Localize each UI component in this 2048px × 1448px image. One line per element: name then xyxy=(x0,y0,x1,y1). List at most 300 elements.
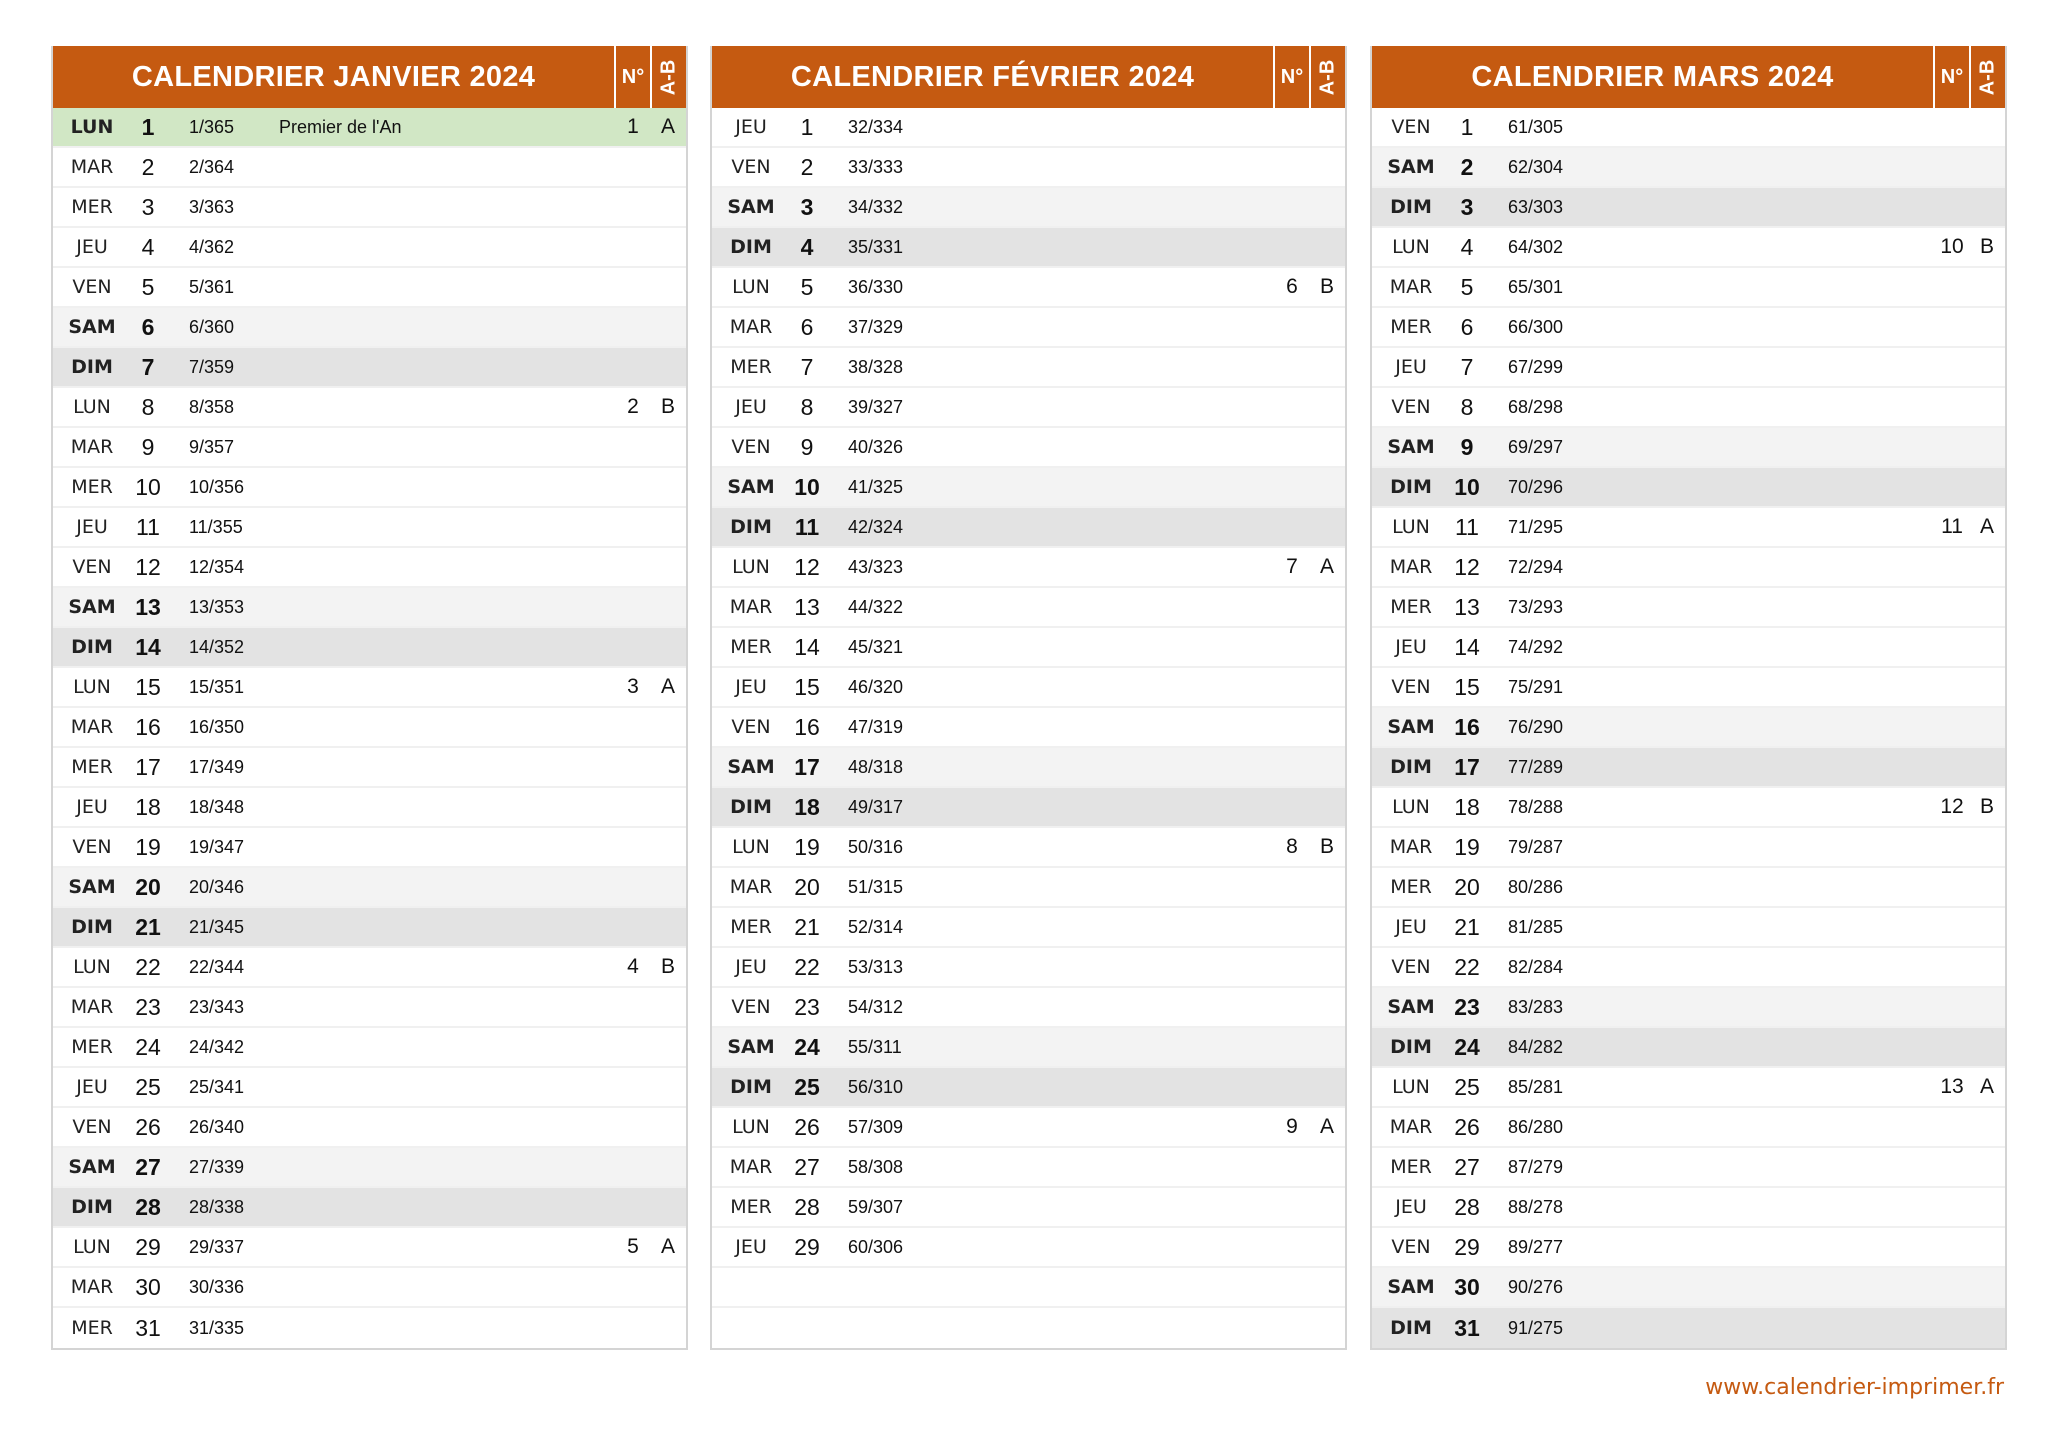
day-number: 5 xyxy=(141,273,155,300)
day-row xyxy=(1372,1148,2005,1188)
day-row xyxy=(712,628,1345,668)
day-of-year: 24/342 xyxy=(189,1036,245,1057)
ab-week: B xyxy=(1319,835,1334,858)
day-number: 10 xyxy=(794,473,820,500)
day-number: 13 xyxy=(1454,593,1480,620)
day-row xyxy=(1372,708,2005,748)
day-number: 2 xyxy=(800,153,814,180)
day-number: 30 xyxy=(135,1273,161,1300)
day-row xyxy=(712,108,1345,148)
day-number: 27 xyxy=(794,1153,820,1180)
day-row xyxy=(712,1308,1345,1348)
day-name: JEU xyxy=(735,396,767,418)
day-name: LUN xyxy=(1392,796,1430,818)
day-row xyxy=(712,1228,1345,1268)
day-of-year: 67/299 xyxy=(1508,356,1564,377)
day-of-year: 25/341 xyxy=(189,1076,245,1097)
day-row xyxy=(1372,268,2005,308)
day-number: 17 xyxy=(1454,753,1480,780)
day-row xyxy=(1372,828,2005,868)
month-table-janvier xyxy=(51,46,688,1350)
month-title: CALENDRIER FÉVRIER 2024 xyxy=(790,60,1195,93)
day-row xyxy=(712,828,1345,868)
day-row xyxy=(53,548,686,588)
day-name: MAR xyxy=(1389,1116,1433,1138)
day-of-year: 1/365 xyxy=(189,116,235,137)
day-of-year: 43/323 xyxy=(848,556,904,577)
day-of-year: 73/293 xyxy=(1508,596,1564,617)
day-of-year: 33/333 xyxy=(848,156,904,177)
week-number: 8 xyxy=(1286,835,1298,858)
day-number: 26 xyxy=(135,1113,161,1140)
day-row xyxy=(1372,668,2005,708)
day-row xyxy=(1372,588,2005,628)
day-rows xyxy=(712,108,1345,1348)
day-of-year: 77/289 xyxy=(1508,756,1564,777)
day-of-year: 42/324 xyxy=(848,516,904,537)
day-of-year: 37/329 xyxy=(848,316,904,337)
day-name: VEN xyxy=(731,716,771,738)
day-name: LUN xyxy=(732,276,770,298)
day-of-year: 49/317 xyxy=(848,796,904,817)
day-of-year: 13/353 xyxy=(189,596,245,617)
ab-week: B xyxy=(1319,275,1334,298)
day-number: 21 xyxy=(135,913,161,940)
day-number: 7 xyxy=(141,353,155,380)
day-name: MAR xyxy=(1389,556,1433,578)
day-number: 23 xyxy=(794,993,820,1020)
day-name: DIM xyxy=(71,1196,113,1218)
day-of-year: 46/320 xyxy=(848,676,904,697)
day-of-year: 6/360 xyxy=(189,316,235,337)
day-number: 23 xyxy=(135,993,161,1020)
day-number: 19 xyxy=(1454,833,1480,860)
day-of-year: 68/298 xyxy=(1508,396,1564,417)
day-row xyxy=(53,468,686,508)
day-name: SAM xyxy=(68,1156,116,1178)
day-number: 18 xyxy=(794,793,820,820)
day-number: 26 xyxy=(794,1113,820,1140)
day-name: SAM xyxy=(1387,996,1435,1018)
day-name: SAM xyxy=(68,596,116,618)
day-row xyxy=(712,1188,1345,1228)
day-name: DIM xyxy=(71,636,113,658)
week-number: 12 xyxy=(1940,795,1964,818)
day-name: VEN xyxy=(72,556,112,578)
day-number: 23 xyxy=(1454,993,1480,1020)
day-of-year: 11/355 xyxy=(189,516,243,537)
day-row xyxy=(1372,1228,2005,1268)
day-number: 3 xyxy=(141,193,155,220)
day-row xyxy=(1372,188,2005,228)
day-of-year: 56/310 xyxy=(848,1076,904,1097)
day-number: 6 xyxy=(1460,313,1474,340)
day-name: DIM xyxy=(71,356,113,378)
month-table-fevrier xyxy=(710,46,1347,1350)
day-of-year: 76/290 xyxy=(1508,716,1564,737)
day-number: 11 xyxy=(1455,513,1479,540)
day-of-year: 48/318 xyxy=(848,756,904,777)
day-name: SAM xyxy=(1387,156,1435,178)
day-number: 20 xyxy=(135,873,161,900)
day-name: LUN xyxy=(73,676,111,698)
day-number: 14 xyxy=(1454,633,1480,660)
day-name: MER xyxy=(71,756,113,778)
ab-week-header: A-B xyxy=(1969,46,2005,108)
day-number: 24 xyxy=(135,1033,161,1060)
day-of-year: 57/309 xyxy=(848,1116,904,1137)
day-row xyxy=(1372,468,2005,508)
website-link[interactable]: www.calendrier-imprimer.fr xyxy=(1705,1375,2004,1400)
day-row xyxy=(712,788,1345,828)
day-number: 22 xyxy=(794,953,820,980)
day-name: VEN xyxy=(1391,676,1431,698)
day-number: 21 xyxy=(794,913,820,940)
day-of-year: 28/338 xyxy=(189,1196,245,1217)
day-of-year: 32/334 xyxy=(848,116,904,137)
day-of-year: 19/347 xyxy=(189,836,245,857)
day-name: MER xyxy=(1390,876,1432,898)
day-row xyxy=(53,428,686,468)
day-row xyxy=(712,548,1345,588)
day-number: 8 xyxy=(800,393,814,420)
day-of-year: 21/345 xyxy=(189,916,245,937)
day-number: 11 xyxy=(794,513,820,540)
day-name: MER xyxy=(1390,596,1432,618)
day-name: JEU xyxy=(1395,916,1427,938)
day-name: MER xyxy=(1390,1156,1432,1178)
day-row xyxy=(53,1148,686,1188)
day-number: 29 xyxy=(794,1233,820,1260)
day-number: 2 xyxy=(141,153,155,180)
day-of-year: 71/295 xyxy=(1508,516,1564,537)
week-number: 9 xyxy=(1286,1115,1298,1138)
day-number: 18 xyxy=(1454,793,1480,820)
day-row xyxy=(53,828,686,868)
day-row xyxy=(1372,628,2005,668)
day-name: SAM xyxy=(1387,1276,1435,1298)
day-name: VEN xyxy=(1391,1236,1431,1258)
day-name: DIM xyxy=(730,516,772,538)
day-of-year: 9/357 xyxy=(189,436,235,457)
day-name: MAR xyxy=(70,436,114,458)
day-row xyxy=(1372,1308,2005,1348)
day-of-year: 7/359 xyxy=(189,356,235,377)
day-name: LUN xyxy=(732,1116,770,1138)
day-name: VEN xyxy=(731,436,771,458)
day-number: 16 xyxy=(1454,713,1480,740)
day-of-year: 69/297 xyxy=(1508,436,1564,457)
day-number: 5 xyxy=(800,273,814,300)
day-of-year: 55/311 xyxy=(848,1036,902,1057)
day-name: SAM xyxy=(68,316,116,338)
day-number: 3 xyxy=(800,193,814,220)
day-number: 24 xyxy=(1454,1033,1480,1060)
day-of-year: 80/286 xyxy=(1508,876,1564,897)
day-of-year: 75/291 xyxy=(1508,676,1564,697)
day-row xyxy=(53,188,686,228)
day-of-year: 84/282 xyxy=(1508,1036,1564,1057)
day-number: 4 xyxy=(1460,233,1474,260)
day-row xyxy=(1372,508,2005,548)
day-name: DIM xyxy=(730,796,772,818)
day-of-year: 59/307 xyxy=(848,1196,904,1217)
month-title: CALENDRIER JANVIER 2024 xyxy=(131,60,536,93)
day-of-year: 38/328 xyxy=(848,356,904,377)
day-name: DIM xyxy=(1390,196,1432,218)
day-of-year: 74/292 xyxy=(1508,636,1564,657)
day-name: VEN xyxy=(731,996,771,1018)
day-of-year: 29/337 xyxy=(189,1236,245,1257)
month-table-mars xyxy=(1370,46,2007,1350)
day-name: SAM xyxy=(727,756,775,778)
week-number-header: N° xyxy=(614,46,650,108)
day-of-year: 51/315 xyxy=(848,876,904,897)
day-row xyxy=(1372,868,2005,908)
day-number: 22 xyxy=(135,953,161,980)
day-name: JEU xyxy=(735,1236,767,1258)
day-name: VEN xyxy=(1391,116,1431,138)
ab-week: A xyxy=(660,115,675,138)
day-of-year: 10/356 xyxy=(189,476,245,497)
day-of-year: 41/325 xyxy=(848,476,904,497)
day-name: DIM xyxy=(1390,1036,1432,1058)
day-of-year: 27/339 xyxy=(189,1156,245,1177)
ab-week: A xyxy=(1319,1115,1334,1138)
day-row xyxy=(53,388,686,428)
day-row xyxy=(1372,988,2005,1028)
day-name: VEN xyxy=(1391,956,1431,978)
day-of-year: 79/287 xyxy=(1508,836,1564,857)
day-row xyxy=(712,1068,1345,1108)
day-number: 17 xyxy=(135,753,161,780)
week-number: 7 xyxy=(1286,555,1298,578)
day-name: LUN xyxy=(1392,516,1430,538)
day-row xyxy=(53,268,686,308)
day-row xyxy=(712,988,1345,1028)
day-row xyxy=(712,1148,1345,1188)
ab-week: B xyxy=(1979,235,1994,258)
day-of-year: 20/346 xyxy=(189,876,245,897)
day-of-year: 64/302 xyxy=(1508,236,1564,257)
day-row xyxy=(1372,428,2005,468)
day-name: MER xyxy=(1390,316,1432,338)
day-of-year: 30/336 xyxy=(189,1276,245,1297)
day-row xyxy=(1372,348,2005,388)
day-of-year: 53/313 xyxy=(848,956,904,977)
day-of-year: 23/343 xyxy=(189,996,245,1017)
week-number: 13 xyxy=(1940,1075,1964,1098)
day-of-year: 66/300 xyxy=(1508,316,1564,337)
week-number: 10 xyxy=(1940,235,1964,258)
day-name: LUN xyxy=(73,956,111,978)
day-row xyxy=(53,1268,686,1308)
ab-week-header: A-B xyxy=(1309,46,1345,108)
day-row xyxy=(712,428,1345,468)
day-name: VEN xyxy=(72,276,112,298)
day-of-year: 83/283 xyxy=(1508,996,1564,1017)
day-of-year: 35/331 xyxy=(848,236,904,257)
day-number: 22 xyxy=(1454,953,1480,980)
day-row xyxy=(1372,308,2005,348)
day-number: 25 xyxy=(794,1073,820,1100)
day-number: 17 xyxy=(794,753,820,780)
day-row xyxy=(53,508,686,548)
week-number: 4 xyxy=(627,955,639,978)
day-name: LUN xyxy=(73,1236,111,1258)
day-name: JEU xyxy=(76,1076,108,1098)
day-row xyxy=(712,588,1345,628)
day-number: 2 xyxy=(1460,153,1474,180)
day-number: 15 xyxy=(1454,673,1480,700)
day-row xyxy=(712,308,1345,348)
day-number: 16 xyxy=(794,713,820,740)
day-name: VEN xyxy=(731,156,771,178)
week-number-header: N° xyxy=(1273,46,1309,108)
day-of-year: 63/303 xyxy=(1508,196,1564,217)
day-of-year: 3/363 xyxy=(189,196,235,217)
day-row xyxy=(1372,788,2005,828)
ab-week: A xyxy=(1979,1075,1994,1098)
day-row xyxy=(53,708,686,748)
day-of-year: 78/288 xyxy=(1508,796,1564,817)
day-number: 10 xyxy=(1454,473,1480,500)
day-of-year: 50/316 xyxy=(848,836,904,857)
day-row xyxy=(712,1108,1345,1148)
day-of-year: 18/348 xyxy=(189,796,245,817)
day-of-year: 89/277 xyxy=(1508,1236,1564,1257)
day-name: MER xyxy=(71,476,113,498)
day-name: JEU xyxy=(735,676,767,698)
day-number: 15 xyxy=(794,673,820,700)
day-row xyxy=(712,388,1345,428)
day-number: 28 xyxy=(1454,1193,1480,1220)
day-name: LUN xyxy=(73,396,111,418)
day-number: 7 xyxy=(800,353,814,380)
day-name: MAR xyxy=(70,996,114,1018)
day-name: VEN xyxy=(72,1116,112,1138)
day-number: 11 xyxy=(136,513,160,540)
day-number: 9 xyxy=(800,433,814,460)
day-of-year: 40/326 xyxy=(848,436,904,457)
day-row xyxy=(53,988,686,1028)
day-of-year: 31/335 xyxy=(189,1317,245,1338)
day-of-year: 45/321 xyxy=(848,636,904,657)
day-number: 7 xyxy=(1460,353,1474,380)
day-row xyxy=(1372,1268,2005,1308)
day-number: 12 xyxy=(794,553,820,580)
day-of-year: 39/327 xyxy=(848,396,904,417)
ab-week: A xyxy=(1319,555,1334,578)
day-row xyxy=(53,588,686,628)
day-row xyxy=(712,468,1345,508)
day-number: 12 xyxy=(1454,553,1480,580)
day-of-year: 26/340 xyxy=(189,1116,245,1137)
day-of-year: 16/350 xyxy=(189,716,245,737)
day-row xyxy=(712,228,1345,268)
day-name: MER xyxy=(730,636,772,658)
day-row xyxy=(712,1268,1345,1308)
day-row xyxy=(53,1108,686,1148)
day-row xyxy=(712,1028,1345,1068)
day-number: 9 xyxy=(1460,433,1474,460)
day-row xyxy=(1372,948,2005,988)
day-name: LUN xyxy=(1392,236,1430,258)
day-number: 28 xyxy=(135,1193,161,1220)
day-of-year: 8/358 xyxy=(189,396,235,417)
day-row xyxy=(1372,108,2005,148)
day-number: 12 xyxy=(135,553,161,580)
day-name: MAR xyxy=(729,596,773,618)
day-row xyxy=(712,908,1345,948)
day-of-year: 52/314 xyxy=(848,916,904,937)
day-name: JEU xyxy=(1395,1196,1427,1218)
week-number: 11 xyxy=(1941,515,1963,538)
day-row xyxy=(712,268,1345,308)
day-row xyxy=(712,148,1345,188)
day-row xyxy=(53,908,686,948)
ab-week: A xyxy=(660,1235,675,1258)
day-name: SAM xyxy=(727,476,775,498)
day-number: 18 xyxy=(135,793,161,820)
day-row xyxy=(712,668,1345,708)
day-number: 24 xyxy=(794,1033,820,1060)
day-row xyxy=(53,788,686,828)
day-rows xyxy=(1372,108,2005,1348)
month-title: CALENDRIER MARS 2024 xyxy=(1471,60,1834,93)
month-header xyxy=(712,46,1345,108)
day-of-year: 82/284 xyxy=(1508,956,1564,977)
day-of-year: 15/351 xyxy=(189,676,245,697)
day-of-year: 12/354 xyxy=(189,556,245,577)
day-name: JEU xyxy=(735,956,767,978)
day-name: MER xyxy=(730,356,772,378)
day-number: 13 xyxy=(794,593,820,620)
day-row xyxy=(1372,228,2005,268)
day-number: 1 xyxy=(141,113,155,140)
day-of-year: 22/344 xyxy=(189,956,245,977)
day-name: LUN xyxy=(732,836,770,858)
day-name: MAR xyxy=(70,1276,114,1298)
day-number: 9 xyxy=(141,433,155,460)
day-name: DIM xyxy=(1390,476,1432,498)
day-number: 31 xyxy=(1454,1314,1480,1341)
day-number: 27 xyxy=(135,1153,161,1180)
day-name: MAR xyxy=(1389,276,1433,298)
day-of-year: 17/349 xyxy=(189,756,245,777)
day-row xyxy=(1372,748,2005,788)
day-of-year: 88/278 xyxy=(1508,1196,1564,1217)
day-of-year: 90/276 xyxy=(1508,1276,1564,1297)
day-number: 30 xyxy=(1454,1273,1480,1300)
day-name: DIM xyxy=(730,236,772,258)
day-number: 10 xyxy=(135,473,161,500)
day-number: 3 xyxy=(1460,193,1474,220)
day-number: 25 xyxy=(1454,1073,1480,1100)
week-number: 6 xyxy=(1286,275,1298,298)
day-row xyxy=(712,708,1345,748)
day-row xyxy=(53,868,686,908)
day-name: MER xyxy=(730,916,772,938)
day-of-year: 81/285 xyxy=(1508,916,1564,937)
day-number: 26 xyxy=(1454,1113,1480,1140)
day-name: LUN xyxy=(1392,1076,1430,1098)
day-of-year: 58/308 xyxy=(848,1156,904,1177)
day-number: 8 xyxy=(141,393,155,420)
day-number: 13 xyxy=(135,593,161,620)
day-number: 20 xyxy=(794,873,820,900)
day-row xyxy=(1372,908,2005,948)
